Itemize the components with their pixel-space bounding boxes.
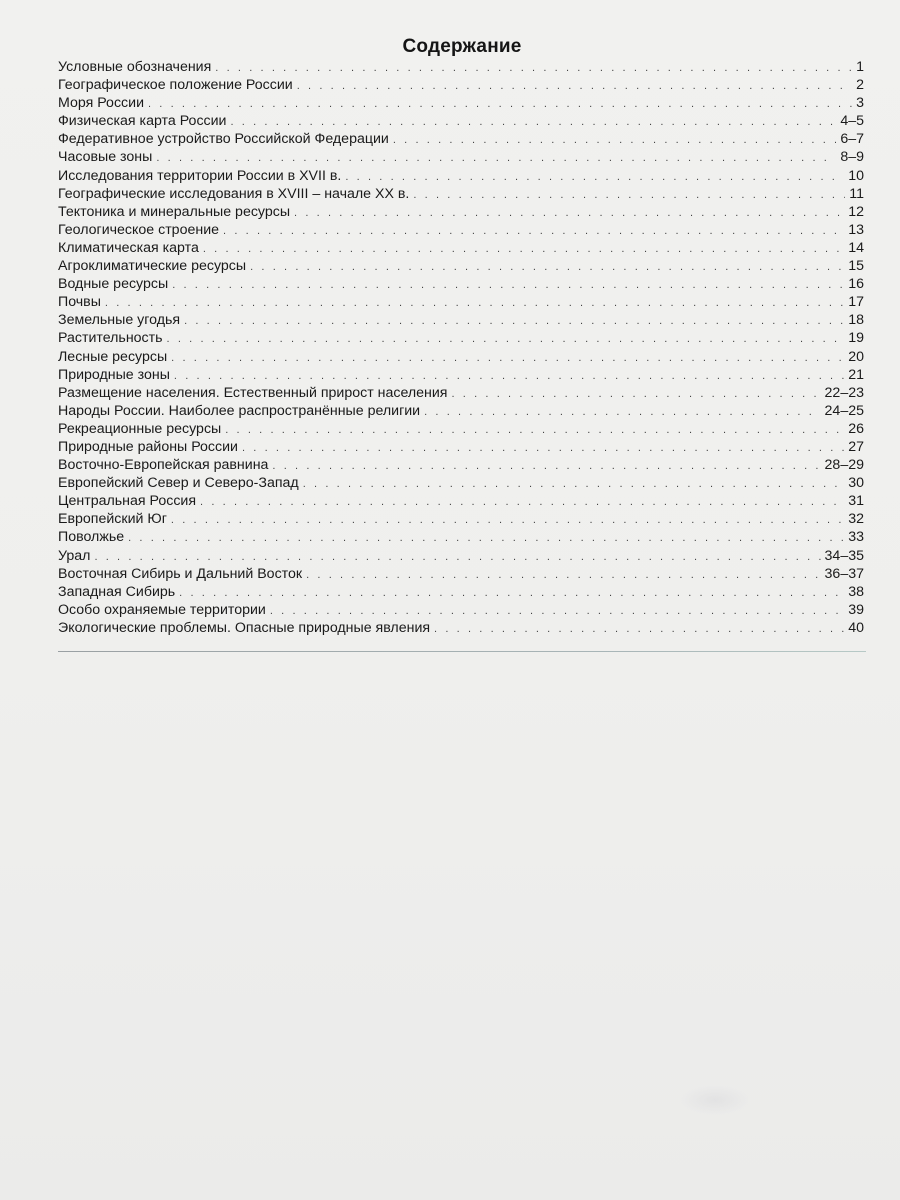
toc-dot-leader — [223, 222, 844, 240]
toc-entry-title: Природные зоны — [58, 366, 170, 383]
toc-entry-page-number: 30 — [848, 475, 864, 492]
toc-entry — [58, 402, 864, 420]
toc-entry-page-number: 34–35 — [824, 547, 864, 564]
toc-dot-leader — [203, 240, 844, 258]
toc-entry-page-number: 24–25 — [824, 402, 864, 419]
toc-entry-title: Лесные ресурсы — [58, 348, 168, 365]
toc-entry-title: Географическое положение России — [58, 77, 293, 94]
toc-dot-leader — [171, 511, 844, 529]
toc-entry — [58, 601, 864, 619]
toc-dot-leader — [148, 95, 852, 113]
toc-dot-leader — [297, 77, 852, 95]
toc-entry — [58, 221, 864, 239]
toc-dot-leader — [434, 620, 844, 638]
toc-entry — [58, 366, 864, 384]
toc-entry-title: Экологические проблемы. Опасные природные явления — [58, 619, 431, 636]
toc-entry — [58, 311, 864, 329]
toc-dot-leader — [294, 204, 844, 222]
toc-dot-leader — [184, 312, 844, 330]
toc-entry — [58, 94, 864, 112]
toc-entry-title: Географические исследования в XVIII – начале XX в. — [58, 185, 410, 202]
toc-entry-page-number: 11 — [849, 185, 864, 202]
toc-entry-title: Поволжье — [58, 529, 125, 546]
toc-entry-title: Западная Сибирь — [58, 583, 176, 600]
toc-entry — [58, 148, 864, 166]
toc-entry-title: Исследования территории России в XVII в. — [58, 167, 342, 184]
toc-dot-leader — [200, 493, 844, 511]
toc-entry — [58, 76, 864, 94]
toc-entry-page-number: 38 — [848, 583, 864, 600]
toc-entry-title: Водные ресурсы — [58, 276, 169, 293]
toc-entry-page-number: 27 — [848, 438, 864, 455]
toc-entry-page-number: 26 — [848, 420, 864, 437]
toc-dot-leader — [242, 439, 844, 457]
page-title: Содержание — [402, 36, 522, 57]
toc-dot-leader — [270, 602, 844, 620]
toc-entry-page-number: 32 — [848, 511, 864, 528]
toc-entry-title: Народы России. Наиболее распространённые религии — [58, 402, 421, 419]
paper-smudge — [680, 1085, 750, 1115]
toc-entry-page-number: 22–23 — [824, 384, 864, 401]
toc-entry-page-number: 17 — [848, 294, 864, 311]
toc-entry-title: Почвы — [58, 294, 101, 311]
toc-entry — [58, 583, 864, 601]
toc-entry-title: Климатическая карта — [58, 239, 199, 256]
toc-entry — [58, 474, 864, 492]
toc-dot-leader — [225, 421, 844, 439]
toc-entry — [58, 58, 864, 76]
toc-entry — [58, 130, 864, 148]
toc-entry-title: Европейский Север и Северо-Запад — [58, 475, 299, 492]
toc-entry-page-number: 10 — [848, 167, 864, 184]
toc-entry — [58, 619, 864, 637]
toc-dot-leader — [167, 330, 845, 348]
toc-entry — [58, 492, 864, 510]
toc-entry-title: Рекреационные ресурсы — [58, 420, 222, 437]
toc-entry — [58, 329, 864, 347]
toc-entry-title: Физическая карта России — [58, 113, 227, 130]
toc-entry-page-number: 18 — [848, 312, 864, 329]
toc-entry-page-number: 33 — [848, 529, 864, 546]
toc-entry — [58, 167, 864, 185]
toc-entry-page-number: 6–7 — [840, 131, 864, 148]
toc-entry-page-number: 16 — [848, 276, 864, 293]
toc-entry-title: Растительность — [58, 330, 163, 347]
toc-entry — [58, 275, 864, 293]
toc-entry — [58, 239, 864, 257]
toc-entry — [58, 185, 864, 203]
toc-entry-page-number: 31 — [848, 493, 864, 510]
toc-dot-leader — [174, 367, 844, 385]
toc-dot-leader — [171, 349, 844, 367]
toc-entry-title: Природные районы России — [58, 438, 238, 455]
toc-entry — [58, 456, 864, 474]
toc-entry — [58, 510, 864, 528]
toc-dot-leader — [393, 131, 837, 149]
toc-entry-title: Особо охраняемые территории — [58, 601, 266, 618]
toc-entry-page-number: 1 — [856, 59, 864, 75]
toc-dot-leader — [128, 529, 844, 547]
toc-dot-leader — [306, 566, 820, 584]
toc-entry — [58, 384, 864, 402]
toc-entry — [58, 547, 864, 565]
toc-entry-page-number: 8–9 — [840, 149, 864, 166]
toc-entry — [58, 257, 864, 275]
table-of-contents — [58, 58, 864, 637]
toc-dot-leader — [451, 385, 820, 403]
toc-entry-page-number: 3 — [856, 95, 864, 112]
toc-dot-leader — [272, 457, 820, 475]
toc-entry-page-number: 15 — [848, 258, 864, 275]
toc-entry-title: Агроклиматические ресурсы — [58, 258, 247, 275]
toc-entry-page-number: 36–37 — [824, 565, 864, 582]
toc-dot-leader — [215, 59, 852, 77]
toc-entry-title: Федеративное устройство Российской Федерации — [58, 131, 389, 148]
toc-dot-leader — [156, 149, 836, 167]
toc-entry-title: Европейский Юг — [58, 511, 167, 528]
toc-entry-page-number: 20 — [848, 348, 864, 365]
toc-entry — [58, 528, 864, 546]
toc-dot-leader — [345, 168, 844, 186]
toc-entry-page-number: 14 — [848, 239, 864, 256]
toc-dot-leader — [94, 548, 820, 566]
toc-entry-title: Урал — [58, 547, 91, 564]
toc-entry — [58, 293, 864, 311]
bottom-divider — [58, 651, 866, 652]
toc-entry — [58, 565, 864, 583]
toc-entry-page-number: 19 — [848, 330, 864, 347]
toc-entry-page-number: 40 — [848, 619, 864, 636]
toc-dot-leader — [413, 186, 845, 204]
toc-dot-leader — [179, 584, 844, 602]
toc-entry — [58, 112, 864, 130]
toc-dot-leader — [172, 276, 844, 294]
toc-entry — [58, 438, 864, 456]
toc-entry — [58, 203, 864, 221]
toc-entry-title: Центральная Россия — [58, 493, 197, 510]
toc-entry-title: Восточно-Европейская равнина — [58, 457, 269, 474]
toc-entry-page-number: 12 — [848, 203, 864, 220]
toc-entry-page-number: 39 — [848, 601, 864, 618]
toc-dot-leader — [424, 403, 820, 421]
toc-entry-title: Условные обозначения — [58, 59, 212, 75]
toc-entry-page-number: 2 — [856, 77, 864, 94]
toc-entry-title: Земельные угодья — [58, 312, 181, 329]
toc-entry-page-number: 21 — [848, 366, 864, 383]
toc-entry — [58, 348, 864, 366]
toc-entry-page-number: 4–5 — [840, 113, 864, 130]
toc-entry-title: Часовые зоны — [58, 149, 153, 166]
toc-dot-leader — [303, 475, 845, 493]
toc-dot-leader — [105, 294, 844, 312]
toc-entry-title: Моря России — [58, 95, 144, 112]
toc-entry-title: Тектоника и минеральные ресурсы — [58, 203, 291, 220]
toc-entry-title: Восточная Сибирь и Дальний Восток — [58, 565, 303, 582]
toc-entry-page-number: 13 — [848, 221, 864, 238]
toc-entry-title: Размещение населения. Естественный прирост населения — [58, 384, 448, 401]
toc-dot-leader — [230, 113, 836, 131]
toc-entry-page-number: 28–29 — [824, 457, 864, 474]
toc-entry-title: Геологическое строение — [58, 221, 220, 238]
toc-dot-leader — [250, 258, 844, 276]
toc-entry — [58, 420, 864, 438]
